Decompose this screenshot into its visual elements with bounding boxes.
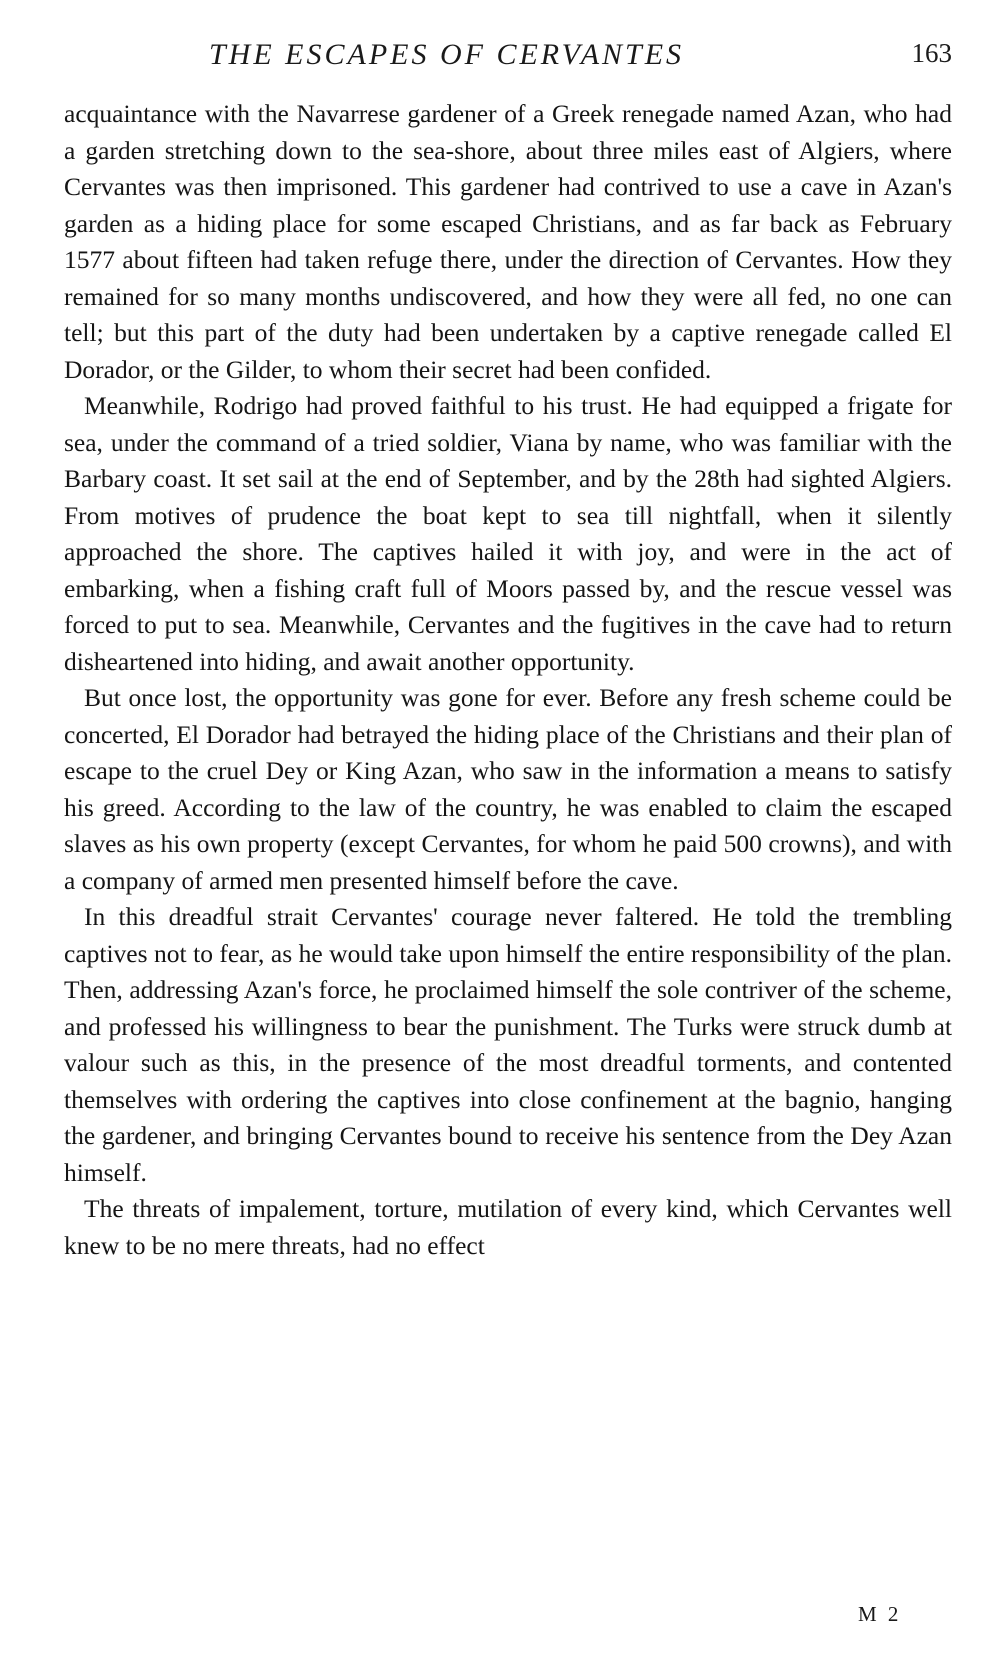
body-text xyxy=(64,96,952,1264)
page-number: 163 xyxy=(911,38,952,68)
paragraph: But once lost, the opportunity was gone for ever. Before any fresh scheme could be concerted, El Dorador had betrayed the hiding place of the Christians and their plan of escape to the cruel Dey or King Azan, who saw in the information a means to satisfy his greed. According to the law of the country, he was enabled to claim the escaped slaves as his own property (except Cervantes, for whom he paid 500 crowns), and with a company of armed men presented himself before the cave. xyxy=(64,683,952,895)
paragraph: The threats of impalement, torture, mutilation of every kind, which Cervantes well knew to be no mere threats, had no effect xyxy=(64,1194,952,1260)
paragraph: In this dreadful strait Cervantes' courage never faltered. He told the trembling captives not to fear, as he would take upon himself the entire responsibility of the plan. Then, addressing Azan's force, he proclaimed himself the sole contriver of the scheme, and professed his willingness to bear the punishment. The Turks were struck dumb at valour such as this, in the presence of the most dreadful torments, and contented themselves with ordering the captives into close confinement at the bagnio, hanging the gardener, and bringing Cervantes bound to receive his sentence from the Dey Azan himself. xyxy=(64,902,952,1187)
paragraph: acquaintance with the Navarrese gardener of a Greek renegade named Azan, who had a garden stretching down to the sea-shore, about three miles east of Algiers, where Cervantes was then imprisoned. This gardener had contrived to use a cave in Azan's garden as a hiding place for some escaped Christians, and as far back as February 1577 about fifteen had taken refuge there, under the direction of Cervantes. How they remained for so many months undiscovered, and how they were all fed, no one can tell; but this part of the duty had been undertaken by a captive renegade called El Dorador, or the Gilder, to whom their secret had been confided. xyxy=(64,99,952,384)
running-head xyxy=(64,38,952,78)
signature-mark: M 2 xyxy=(858,1602,902,1626)
running-title: THE ESCAPES OF CERVANTES xyxy=(209,38,685,71)
paragraph: Meanwhile, Rodrigo had proved faithful to his trust. He had equipped a frigate for sea, under the command of a tried soldier, Viana by name, who was familiar with the Barbary coast. It set sail at the end of September, and by the 28th had sighted Algiers. From motives of prudence the boat kept to sea till nightfall, when it silently approached the shore. The captives hailed it with joy, and were in the act of embarking, when a fishing craft full of Moors passed by, and the rescue vessel was forced to put to sea. Meanwhile, Cervantes and the fugitives in the cave had to return disheartened into hiding, and await another opportunity. xyxy=(64,391,952,676)
